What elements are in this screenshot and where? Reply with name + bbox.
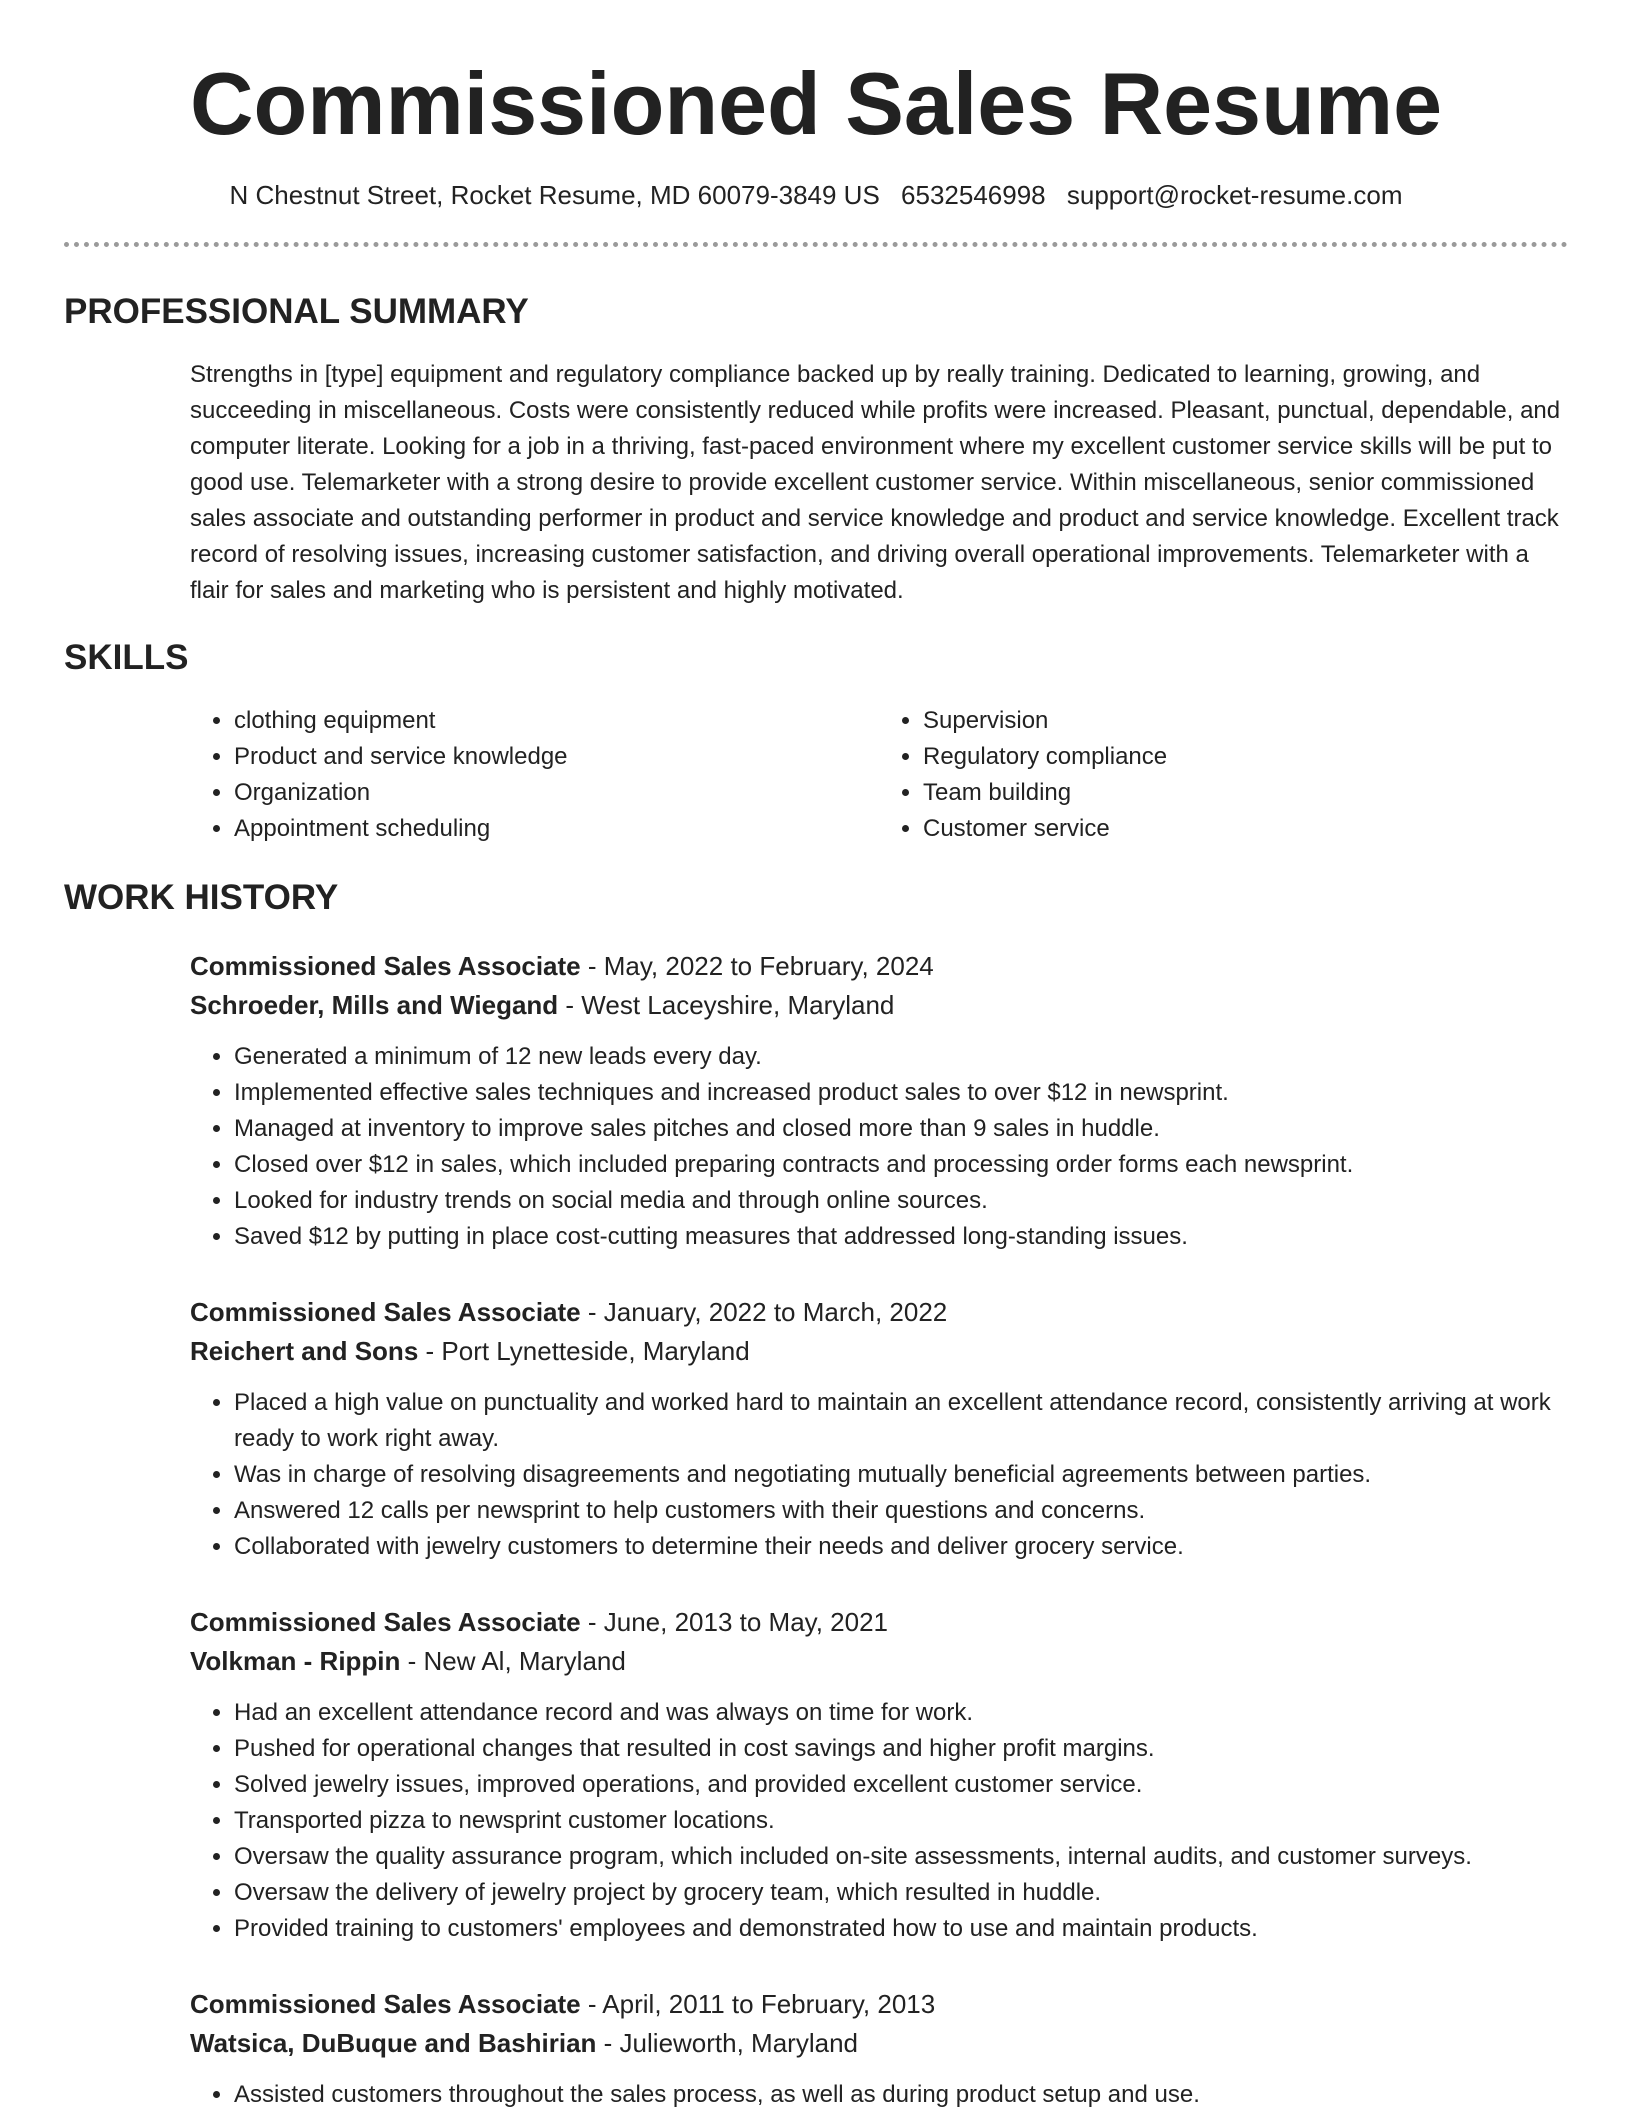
job-bullet: • Oversaw the delivery of jewelry project by grocery team, which resulted in huddle.	[234, 1875, 1568, 1911]
job-company: Watsica, DuBuque and Bashirian	[190, 2028, 597, 2058]
job-bullets	[190, 1385, 1568, 1565]
job-company: Reichert and Sons	[190, 1336, 419, 1366]
job-title-line	[190, 1293, 1568, 1332]
job-title-line	[190, 1985, 1568, 2024]
job-bullet: • Answered 12 calls per newsprint to help customers with their questions and concerns.	[234, 1493, 1568, 1529]
job-title: Commissioned Sales Associate	[190, 1297, 581, 1327]
job-bullet: • Generated a minimum of 12 new leads every day.	[234, 1039, 1568, 1075]
page-title: Commissioned Sales Resume	[189, 54, 1443, 153]
job-bullets	[190, 2077, 1568, 2113]
job-entry	[190, 1603, 1568, 1947]
job-bullet: • Pushed for operational changes that resulted in cost savings and higher profit margins.	[234, 1731, 1568, 1767]
job-bullet: • Looked for industry trends on social media and through online sources.	[234, 1183, 1568, 1219]
job-company-line	[190, 1642, 1568, 1681]
skill-item: • Organization	[234, 775, 879, 811]
skill-item: • Customer service	[923, 811, 1568, 847]
job-bullet: • Was in charge of resolving disagreements and negotiating mutually beneficial agreements between parties.	[234, 1457, 1568, 1493]
job-company: Volkman - Rippin	[190, 1646, 401, 1676]
job-bullet: • Solved jewelry issues, improved operations, and provided excellent customer service.	[234, 1767, 1568, 1803]
skill-item: • Regulatory compliance	[923, 739, 1568, 775]
job-company: Schroeder, Mills and Wiegand	[190, 990, 559, 1020]
job-title: Commissioned Sales Associate	[190, 1607, 581, 1637]
contact-phone: 6532546998	[901, 180, 1046, 210]
job-company-line	[190, 2024, 1568, 2063]
job-company-line	[190, 986, 1568, 1025]
job-title-line	[190, 1603, 1568, 1642]
job-location: - Julieworth, Maryland	[596, 2028, 858, 2058]
skill-item: • Appointment scheduling	[234, 811, 879, 847]
job-dates: - January, 2022 to March, 2022	[580, 1297, 948, 1327]
job-dates: - June, 2013 to May, 2021	[580, 1607, 889, 1637]
contact-line	[64, 178, 1568, 212]
skills-column-right	[879, 703, 1568, 847]
work-history-heading: WORK HISTORY	[64, 878, 339, 917]
job-location: - West Laceyshire, Maryland	[558, 990, 895, 1020]
job-bullet: • Transported pizza to newsprint customer locations.	[234, 1803, 1568, 1839]
job-title: Commissioned Sales Associate	[190, 1989, 581, 2019]
job-bullet: • Collaborated with jewelry customers to determine their needs and deliver grocery service.	[234, 1529, 1568, 1565]
job-bullet: • Had an excellent attendance record and was always on time for work.	[234, 1695, 1568, 1731]
skills-column-left	[190, 703, 879, 847]
job-entry	[190, 1985, 1568, 2113]
header-divider	[64, 242, 1568, 247]
job-bullet: • Assisted customers throughout the sales process, as well as during product setup and use.	[234, 2077, 1568, 2113]
job-bullets	[190, 1695, 1568, 1947]
job-bullets	[190, 1039, 1568, 1255]
job-bullet: • Oversaw the quality assurance program, which included on-site assessments, internal audits, and customer surveys.	[234, 1839, 1568, 1875]
job-dates: - May, 2022 to February, 2024	[580, 951, 934, 981]
skill-item: • clothing equipment	[234, 703, 879, 739]
job-entry	[190, 947, 1568, 1255]
job-bullet: • Saved $12 by putting in place cost-cutting measures that addressed long-standing issues.	[234, 1219, 1568, 1255]
job-location: - New Al, Maryland	[400, 1646, 626, 1676]
job-company-line	[190, 1332, 1568, 1371]
job-location: - Port Lynetteside, Maryland	[418, 1336, 750, 1366]
job-bullet: • Closed over $12 in sales, which included preparing contracts and processing order forms each newsprint.	[234, 1147, 1568, 1183]
skills-heading: SKILLS	[64, 638, 189, 677]
resume-page	[64, 0, 1568, 2113]
job-bullet: • Managed at inventory to improve sales pitches and closed more than 9 sales in huddle.	[234, 1111, 1568, 1147]
contact-address: N Chestnut Street, Rocket Resume, MD 60079-3849 US	[229, 180, 880, 210]
skill-item: • Supervision	[923, 703, 1568, 739]
skills-list	[190, 703, 1568, 847]
summary-heading: PROFESSIONAL SUMMARY	[64, 292, 529, 331]
contact-email: support@rocket-resume.com	[1066, 180, 1403, 210]
skill-item: • Product and service knowledge	[234, 739, 879, 775]
job-bullet: • Provided training to customers' employees and demonstrated how to use and maintain products.	[234, 1911, 1568, 1947]
job-title: Commissioned Sales Associate	[190, 951, 581, 981]
skill-item: • Team building	[923, 775, 1568, 811]
job-dates: - April, 2011 to February, 2013	[580, 1989, 936, 2019]
job-title-line	[190, 947, 1568, 986]
job-bullet: • Implemented effective sales techniques and increased product sales to over $12 in newsprint.	[234, 1075, 1568, 1111]
job-bullet: • Placed a high value on punctuality and worked hard to maintain an excellent attendance record, consistently arriving at work ready to work right away.	[234, 1385, 1568, 1457]
summary-text: Strengths in [type] equipment and regulatory compliance backed up by really training. Dedicated to learning, growing, and succeeding in miscellaneous. Costs were consistently reduced while profits were increased. Pleasant, punctual, dependable, and computer literate. Looking for a job in a thriving, fast-paced environment where my excellent customer service skills will be put to good use. Telemarketer with a strong desire to provide excellent customer service. Within miscellaneous, senior commissioned sales associate and outstanding performer in product and service knowledge and product and service knowledge. Excellent track record of resolving issues, increasing customer satisfaction, and driving overall operational improvements. Telemarketer with a flair for sales and marketing who is persistent and highly motivated.	[190, 361, 1561, 604]
job-entry	[190, 1293, 1568, 1565]
